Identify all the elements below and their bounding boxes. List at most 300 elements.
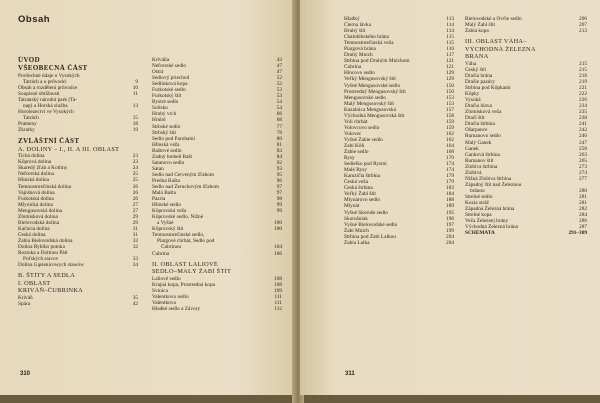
toc-entry-page: 24 [132,165,138,172]
toc-entry-page: 108 [274,281,282,288]
toc-entry-title: Dolina Rybího potoka [18,243,65,250]
toc-entry-page: 54 [276,99,282,106]
toc-entry-title: Krajná kopa, Prostredná kopa [152,281,215,288]
toc-entry-title: Baštové sedlo [152,147,182,154]
toc-entry-title: Veľký Mengusovský štít [344,76,396,83]
toc-entry-page: 121 [446,64,454,71]
toc-entry-title: Kôprovská veža [152,208,187,215]
toc-entry-page: 81 [276,141,282,148]
toc-entry-title: Druhý Mnich [344,52,373,59]
toc-entry [18,262,138,268]
toc-entry [465,53,587,61]
toc-entry-title: Zlomisková veža [465,109,502,116]
toc-entry-page: 106 [274,250,282,257]
page-title: Obsah [18,14,51,25]
toc-entry-title: II. OBLAST LALIOVÉ [152,260,218,268]
toc-entry-page: 32 [132,243,138,250]
toc-entry [152,251,282,257]
toc-entry-page: 100 [274,220,282,227]
toc-entry-page: 286 [579,218,587,225]
toc-entry [465,28,587,34]
toc-entry-page: 99 [276,208,282,215]
toc-entry-title: Váha [465,60,477,67]
toc-entry-title: Nefcerská dolina [18,171,55,178]
toc-entry-page: 218 [579,73,587,80]
toc-entry-page: 196 [446,215,454,222]
toc-entry [18,280,138,288]
toc-entry-title: Žabie sedlo [344,149,369,156]
toc-entry-title: Soupisné obtížnosti [18,90,60,97]
toc-entry-title: Hlinská dolina [18,177,50,184]
toc-entry-page: 263 [579,151,587,158]
toc-entry-title: Žabí Kôň [344,142,365,149]
toc-entry [18,64,138,72]
toc-entry-page: 247 [579,139,587,146]
toc-entry-title: Prostredný Mengusovský štít [344,88,406,95]
toc-entry-title: Štrbina pod Druhým Mnichom [344,58,410,65]
toc-entry-page: 23 [132,153,138,160]
toc-entry-page: 117 [446,52,454,59]
toc-entry-page: 199 [446,227,454,234]
toc-entry-title: Kôpky [465,91,480,98]
toc-entry-page: 184 [446,191,454,198]
toc-entry-page: 129 [446,70,454,77]
toc-entry-page: 179 [446,179,454,186]
toc-column-1 [18,56,138,307]
toc-entry-title: I. OBLAST [18,279,51,287]
toc-entry-title: Hlinská veža [152,141,180,148]
toc-entry-page: 162 [446,136,454,143]
toc-entry-title: SEDLO–MALÝ ŽABÍ ŠTÍT [152,268,232,276]
toc-entry-title: Strelné sedlo [465,193,493,200]
toc-entry [18,137,138,145]
toc-entry-title: Ganek [465,145,479,152]
toc-entry-title: Mengusovská dolina [18,207,62,214]
toc-entry-page: 213 [579,28,587,35]
toc-entry-title: Dračí štít [465,115,485,122]
toc-entry-page: 157 [446,106,454,113]
toc-entry-page: 159 [446,124,454,131]
toc-column-2 [152,57,282,312]
toc-entry-title: Žabia kopa [465,28,489,35]
toc-entry-title: Satan [152,165,164,172]
toc-entry-page: 241 [579,121,587,128]
toc-entry-page: 52 [276,81,282,88]
toc-entry-page: 84 [276,153,282,160]
toc-entry-page: 274 [579,169,587,176]
toc-entry-title: Poľských stavov [23,256,59,263]
toc-entry-title: BRÁNA [465,53,489,61]
toc-entry-title: bránou [470,187,485,194]
toc-entry-title: Sedielko pod Rysmi [344,161,387,168]
toc-entry-title: Vyšné Žabie sedlo [344,136,383,143]
toc-entry-page: 121 [446,58,454,65]
toc-entry-title: Dračia hlava [465,103,492,110]
toc-entry-title: Hladké sedlo a Závory [152,305,201,312]
toc-entry-page: 282 [579,206,587,213]
toc-entry-page: 99 [276,202,282,209]
toc-entry-page: 115 [446,40,454,47]
toc-entry-title: Čubrina [152,250,170,257]
toc-entry-page: 43 [276,57,282,63]
toc-entry [18,301,138,307]
toc-entry-title: Mlynár [344,203,360,210]
toc-entry-title: Česká veža [344,179,368,186]
toc-entry-title: Furkotské sedlo [152,87,186,94]
toc-entry-title: Dolina Gąsienicowych stawów [18,262,84,269]
toc-entry-title: ZVLÁŠTNÍ ČÁST [18,137,80,146]
toc-entry [152,261,282,269]
toc-entry-page: 183 [446,185,454,192]
toc-entry-page: 25 [132,171,138,178]
toc-entry [465,230,587,236]
toc-entry-title: Predná Bašta [152,177,180,184]
toc-entry-page: 95 [276,171,282,178]
toc-entry-title: Nefcerské sedlo [152,63,186,70]
toc-entry-page: 26 [132,189,138,196]
toc-entry-page: 150 [446,88,454,95]
toc-entry-title: Mlynárovo sedlo [344,197,381,204]
toc-entry-title: a Vyšné [157,220,174,227]
toc-entry-title: Svinica [152,287,168,294]
toc-entry-page: 33 [132,256,138,263]
toc-entry-page: 195 [446,209,454,216]
toc-entry-page: 179 [446,173,454,180]
toc-entry-page: 77 [276,123,282,130]
toc-entry-title: VÝCHODNÁ ŽELEZNÁ [465,45,536,53]
toc-entry-title: Piargové chrbát, Sedlo pod [157,238,215,245]
toc-entry-title: nap) a Horská služba [23,103,68,110]
toc-entry-page: 54 [276,105,282,112]
toc-entry-page: 114 [446,22,454,29]
toc-entry-title: Kriváň [18,294,33,301]
toc-entry-page: 108 [274,275,282,282]
toc-entry-title: Tatrách [23,115,39,122]
toc-entry-title: Východná Mengusovská štít [344,112,405,119]
toc-entry-title: Vyšné Skoruše sedlo [344,209,388,216]
toc-entry-title: Štrbina pod Žabí Lalkou [344,233,396,240]
toc-entry-title: Dračia brána [465,73,493,80]
toc-entry-page: 284 [579,212,587,219]
toc-entry-page: 164 [446,142,454,149]
toc-entry-title: Prameny [18,121,37,128]
toc-entry-page: 174 [446,167,454,174]
toc-entry-title: Zadný hrebeň Bašt [152,153,193,160]
toc-entry-title: Rumanovo sedlo [465,133,501,140]
toc-entry-title: Západný štít nad Železnou [465,181,522,188]
toc-entry-title: Tatrách a o průvodci [23,78,67,85]
toc-entry-title: Temnosmrečinské sedlo, [152,232,205,239]
toc-entry-page: 204 [446,233,454,240]
toc-entry-title: Kačacia dolina [18,225,50,232]
toc-entry-page: 26 [132,183,138,190]
toc-entry-title: Dračia štrbina [465,121,495,128]
toc-entry-title: Malý Ganek [465,139,492,146]
toc-entry-page: 78 [276,129,282,136]
toc-entry-title: Vajnšnová dolina [18,189,55,196]
toc-entry-title: Západná Železná brána [465,206,515,213]
toc-entry-page: 287 [579,224,587,231]
page-number-left: 310 [20,371,31,377]
toc-entry-title: Pazria [152,196,166,203]
toc-entry-title: Žabia Lalka [344,239,370,246]
toc-entry-page: 35 [132,294,138,301]
toc-entry-page: 235 [579,109,587,116]
toc-entry-title: Solisko [152,105,168,112]
toc-entry-title: Čubrinou [161,244,182,251]
toc-entry-title: Veľký Žabí štít [344,191,376,198]
toc-entry-title: ÚVOD [18,56,41,64]
toc-entry-page: 291–309 [568,230,587,237]
toc-entry-title: Sedlový priechod [152,75,190,82]
toc-entry-page: 112 [274,305,282,312]
toc-entry-title: KRIVÁŇ–ČUBRINKA [18,287,84,295]
toc-entry-page: 242 [579,127,587,134]
toc-entry-page: 29 [132,213,138,220]
toc-entry-page: 31 [132,225,138,232]
toc-entry-page: 97 [276,190,282,197]
toc-entry-title: Hrubô [152,117,166,124]
toc-column-3 [344,16,454,246]
toc-entry-page: 226 [579,97,587,104]
toc-entry-title: Roztoka a Dolinou Päti [18,250,68,257]
toc-entry-title: Malé Rysy [344,167,367,174]
toc-entry-title: Temnosmrečinská veža [344,40,394,47]
toc-entry-page: 170 [446,155,454,162]
toc-entry-page: 97 [276,183,282,190]
toc-entry-page: 96 [276,177,282,184]
toc-entry-title: B. ŠTÍTY A SEDLA [18,272,76,280]
toc-entry-title: A. DOLINY – I., II. A III. OBLAST [18,145,120,153]
toc-entry-title: Valentkovo sedlo [152,293,189,300]
toc-entry-page: 113 [446,16,454,22]
toc-entry-title: Volovec [344,130,362,137]
toc-entry-title: Vyšné Mengusovské sedlo [344,82,401,89]
toc-entry-page: 273 [579,163,587,170]
toc-entry-page: 265 [579,157,587,164]
toc-entry-title: Nižná Zlobiva štrbina [465,175,512,182]
toc-entry-title: Piargová brána [344,46,376,53]
toc-entry-title: Hincovo sedlo [344,70,375,77]
toc-entry-title: Bielovodské a Ovčie sedlo [465,16,522,22]
toc-entry-page: 9 [135,78,138,85]
toc-entry-title: Kazalnica Mengusovská [344,106,396,113]
toc-entry-page: 197 [446,221,454,228]
toc-entry-page: 32 [132,237,138,244]
toc-entry-page: 153 [446,100,454,107]
toc-entry-page: 68 [276,117,282,124]
toc-entry-title: Česká dolina [18,231,46,238]
toc-entry-page: 238 [579,115,587,122]
toc-entry-title: Tatranský národní park (Ta- [18,97,78,103]
toc-entry-page: 83 [276,147,282,154]
toc-entry-page: 159 [446,118,454,125]
toc-entry-page: 23 [132,159,138,166]
toc-entry-page: 221 [579,85,587,92]
toc-entry-page: 246 [579,133,587,140]
toc-entry-page: 129 [446,76,454,83]
toc-entry-title: Sedlo pod Parohami [152,135,195,142]
toc-column-4 [465,16,587,236]
toc-entry-page: 189 [446,203,454,210]
toc-entry-page: 215 [579,60,587,67]
toc-entry-title: Český štít [465,66,487,73]
toc-entry-title: Štrbina pod Kôpkami [465,85,511,92]
toc-entry-title: Česká štrbina [344,185,373,192]
toc-entry-title: Spára [18,301,31,307]
toc-entry-page: 80 [276,135,282,142]
toc-entry-page: 168 [446,149,454,156]
toc-entry-title: Mlynická dolina [18,201,53,208]
toc-entry-page: 115 [446,34,454,41]
toc-entry-page: 18 [132,121,138,128]
toc-entry-page: 174 [446,161,454,168]
toc-entry-title: Furkotský štít [152,93,182,100]
toc-entry-title: Tichá dolina [18,153,45,160]
toc-entry-title: Veža Železnej brány [465,218,509,225]
toc-entry-title: Obsah a rozdělení průvodce [18,84,78,91]
toc-entry [152,268,282,276]
toc-entry-page: 215 [579,66,587,73]
toc-entry-title: Malý Mengusovský štít [344,100,395,107]
toc-entry-page: 109 [274,287,282,294]
toc-entry-page: 277 [579,175,587,182]
toc-entry-title: Zlomisková dolina [18,213,58,220]
toc-entry-title: Ostrá [152,69,164,76]
toc-entry-page: 47 [276,63,282,70]
toc-entry-title: Kriváňa [152,57,170,63]
toc-entry [18,287,138,295]
toc-entry-page: 116 [446,46,454,53]
toc-entry-title: Satanovo sedlo [152,159,185,166]
page-number-right: 311 [345,371,355,377]
toc-entry-page: 15 [132,115,138,122]
toc-entry-page: 188 [446,197,454,204]
toc-entry-page: 47 [276,69,282,76]
toc-entry [18,127,138,133]
toc-entry-page: 158 [446,112,454,119]
toc-entry-page: 42 [132,301,138,307]
toc-entry-page: 13 [132,103,138,110]
toc-entry-title: Čubrina [344,64,362,71]
toc-entry-page: 153 [446,94,454,101]
toc-entry-title: Povšechné údaje o Vysokých [18,72,80,79]
toc-entry-title: Voli chrbát [344,118,368,125]
toc-entry-page: 100 [274,226,282,233]
toc-entry-title: Ganková štrbina [465,151,500,158]
toc-entry-title: Mengusovské sedlo [344,94,386,101]
toc-entry [18,272,138,280]
toc-entry-page: 222 [579,91,587,98]
toc-entry-title: Vyšné Bielovodské sedlo [344,221,398,228]
toc-entry-page: 114 [446,28,454,35]
toc-entry-page: 234 [579,103,587,110]
toc-entry-page: 281 [579,200,587,206]
toc-entry-page: 92 [276,159,282,166]
toc-entry-title: Ošarpance [465,127,488,134]
toc-entry-title: Sedlo nad Červeným žľabom [152,171,215,178]
toc-entry-title: Čierna lávka [344,22,371,29]
toc-entry-title: Rysy [344,155,355,162]
toc-entry [152,306,282,312]
toc-entry-title: Kôprovský štít [152,226,184,233]
toc-entry [465,46,587,54]
toc-entry-title: SCHÉMATA [465,230,495,237]
toc-entry [18,146,138,154]
toc-entry-title: VŠEOBECNÁ ČÁST [18,64,88,73]
toc-entry-title: Skorušniak [344,215,368,222]
toc-entry-page: 111 [274,299,282,306]
toc-entry-page: 53 [276,87,282,94]
toc-entry-page: 281 [579,193,587,200]
toc-entry-page: 204 [446,239,454,246]
toc-entry-page: 52 [276,75,282,82]
toc-entry-page: 19 [132,127,138,134]
toc-entry-title: Kozia stráž [465,200,489,206]
toc-entry-page: 31 [132,231,138,238]
toc-entry-title: Žabia Bielovodská dolina [18,237,73,244]
toc-entry-page: 104 [274,244,282,251]
toc-entry-page: 93 [276,165,282,172]
toc-entry-title: Furkotská dolina [18,195,54,202]
toc-entry-page: 98 [276,196,282,203]
toc-entry-title: Východná Železná brána [465,224,518,231]
toc-entry [465,38,587,46]
toc-entry-page: 150 [446,82,454,89]
toc-entry-page: 26 [132,195,138,202]
toc-entry-title: Rumanov štít [465,157,494,164]
toc-entry-title: Temnosmrečinská dolina [18,183,72,190]
toc-entry-title: Štrbské sedlo [152,123,181,130]
toc-entry-title: Žabí Mnich [344,227,369,234]
toc-entry-title: Zlobivá [465,169,482,176]
toc-entry-page: 10 [132,84,138,91]
left-page [0,0,296,395]
toc-entry-page: 280 [579,187,587,194]
toc-entry-page: 53 [276,93,282,100]
toc-entry-title: Zlobiva štrbina [465,163,498,170]
toc-entry-title: Hrubý vrch [152,111,177,118]
toc-entry-title: Strelné kopa [465,212,492,219]
toc-entry-title: Valentkova [152,299,176,306]
toc-entry-title: Malý Žabí štít [465,22,496,29]
toc-entry-title: Štrbský štít [152,129,176,136]
toc-entry-page: 25 [132,177,138,184]
toc-entry-page: 258 [579,145,587,152]
toc-entry-title: Bystré sedlo [152,99,179,106]
toc-entry-title: III. OBLAST VÁHA– [465,38,527,46]
toc-entry-page: 162 [446,130,454,137]
toc-entry-title: Kôprovské sedlo, Nižné [152,214,204,221]
toc-entry-title: Hrubý štít [344,28,366,35]
toc-entry-title: Škaredý žľab a Kotliny [18,165,68,172]
toc-entry-title: Kamzičia štrbina [344,173,381,180]
toc-entry [18,56,138,64]
toc-entry-page: 27 [132,207,138,214]
toc-entry-page: 207 [579,22,587,29]
toc-entry-title: Laliové sedlo [152,275,181,282]
toc-entry-page: 219 [579,79,587,86]
toc-entry-title: Malá Bašta [152,190,176,197]
toc-entry-page: 34 [132,262,138,269]
toc-entry-title: Hlinské sedlo [152,202,181,209]
toc-entry-title: Kôprová dolina [18,159,52,166]
toc-entry-title: Bielovodská dolina [18,219,60,226]
toc-entry-page: 11 [132,90,138,97]
toc-entry-page: 206 [579,16,587,22]
toc-entry-title: Sedlinková kopa [152,81,188,88]
toc-entry-title: Chalubibského brána [344,34,389,41]
